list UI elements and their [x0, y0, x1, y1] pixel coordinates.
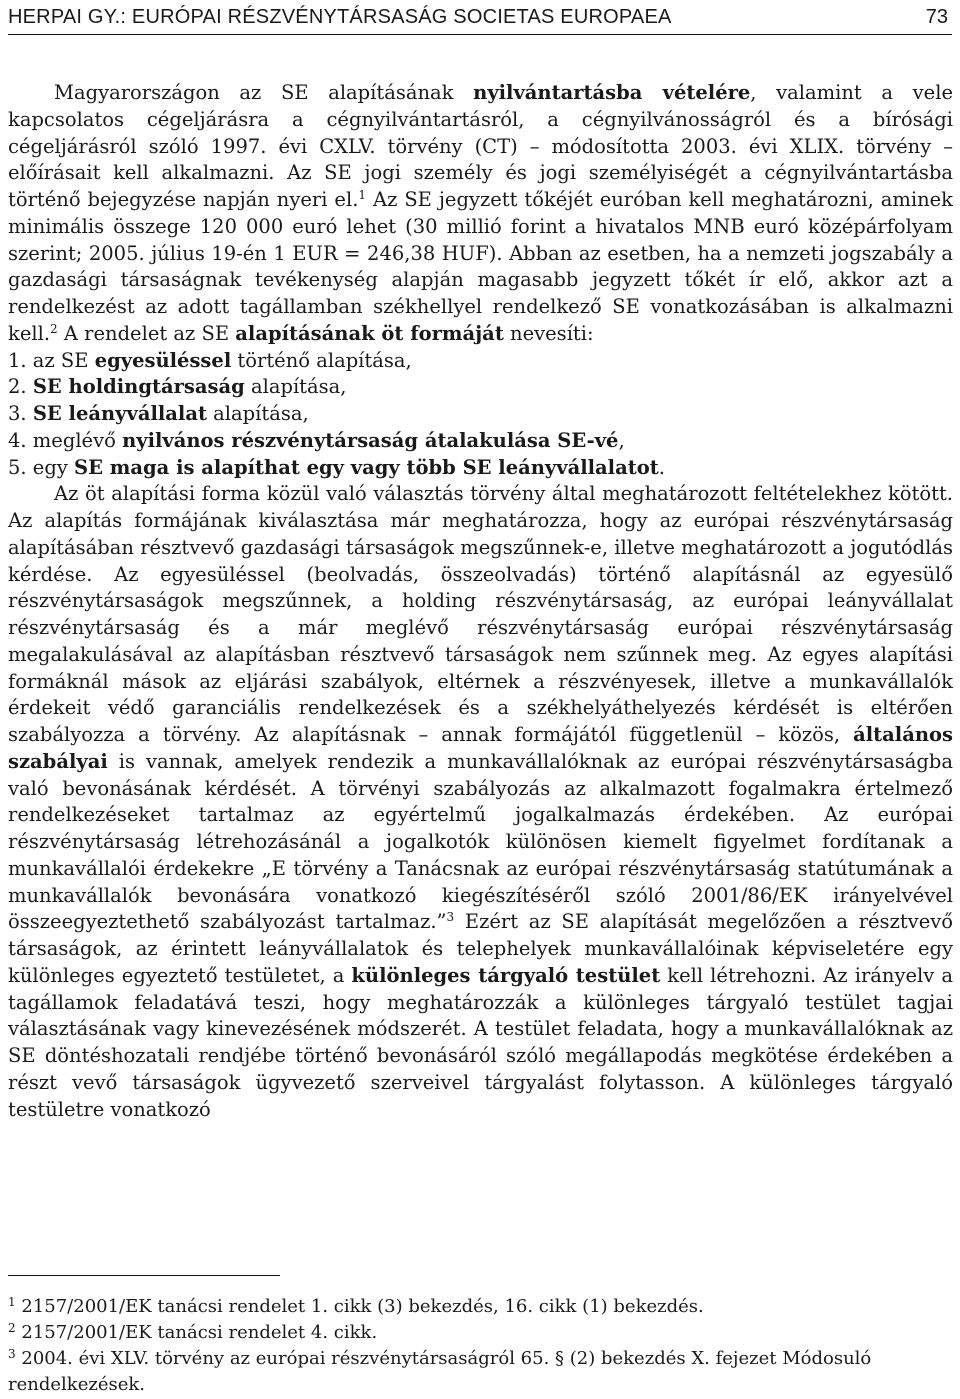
- footnote-ref-3[interactable]: 3: [446, 910, 455, 925]
- paragraph-registration: Magyarországon az SE alapításának nyilvántartásba vételére, valamint a vele kapcsolatos cégeljárásra a cégnyilvántartásról, a cégnyilvánosságról és a bírósági cégeljárásról szóló 1997. évi CXLV. törvény (CT) – módosította 2003. évi XLIX. törvény – előírásait kell alkalmazni. Az SE jogi személy és jogi személyiségét a cégnyilvántartásba történő bejegyzése napján nyeri el.$^1$ Az SE jegyzett tőkéjét euróban kell meghatározni, aminek minimális összege 120 000 euró lehet (30 millió forint a hivatalos MNB euró középárfolyam szerint; 2005. július 19-én 1 EUR = 246,38 HUF). Abban az esetben, ha a nemzeti jogszabály a gazdasági társaságnak tevékenység alapján magasabb jegyzett tőkét ír elő, akkor azt a rendelkezést az adott tagállamban székhellyel rendelkező SE vonatkozásában is alkalmazni kell.$^2$ A rendelet az SE alapításának öt formáját nevesíti:: [8, 81, 953, 345]
- list-item: 3. SE leányvállalat alapítása,: [8, 402, 309, 425]
- footnote-separator: [8, 1275, 280, 1276]
- main-text: [8, 80, 953, 1123]
- list-item: 4. meglévő nyilvános részvénytársaság átalakulása SE-vé,: [8, 428, 625, 452]
- running-header: [8, 4, 952, 35]
- bold-term: alapításának öt formáját: [235, 321, 504, 345]
- bold-term: általános szabályai: [8, 723, 953, 773]
- footnotes: [8, 1294, 953, 1398]
- footnote-2: $^2$ 2157/2001/EK tanácsi rendelet 4. cikk.: [8, 1321, 378, 1343]
- list-item: 1. az SE egyesüléssel történő alapítása,: [8, 348, 412, 372]
- formation-list: [8, 348, 953, 482]
- header-title: HERPAI GY.: EURÓPAI RÉSZVÉNYTÁRSASÁG SOCIETAS EUROPAEA: [8, 6, 672, 28]
- footnote-ref-2[interactable]: 2: [50, 321, 58, 336]
- bold-term: különleges tárgyaló testület: [351, 963, 661, 987]
- footnote-1: $^1$ 2157/2001/EK tanácsi rendelet 1. cikk (3) bekezdés, 16. cikk (1) bekezdés.: [8, 1295, 704, 1317]
- page-number: 73: [925, 6, 948, 28]
- paragraph-formation-forms: Az öt alapítási forma közül való választás törvény által meghatározott feltételekhez kötött. Az alapítás formájának kiválasztása már meghatározza, hogy az európai részvénytársaság alapításában résztvevő gazdasági társaságok megszűnnek-e, illetve meghatározott a jogutódlás kérdése. Az egyesüléssel (beolvadás, összeolvadás) történő alapításnál az egyesülő részvénytársaságok megszűnnek, a holding részvénytársaság, az európai leányvállalat részvénytársaság és a már meglévő részvénytársaság európai részvénytársaság megalakulásával az alapításban résztvevő társaságok nem szűnnek meg. Az egyes alapítási formáknál mások az eljárási szabályok, eltérnek a részvényesek, illetve a munkavállalók érdekeit védő garanciális rendelkezések és a székhelyáthelyezés kérdését is eltérően szabályozza a törvény. Az alapításnak – annak formájától függetlenül – közös, általános szabályai is vannak, amelyek rendezik a munkavállalóknak az európai részvénytársaságba való bevonásának kérdését. A törvényi szabályozás az alkalmazott fogalmakra értelmező rendelkezéseket tartalmaz az egyértelmű jogalkalmazás érdekében. Az európai részvénytársaság létrehozásánál a jogalkotók különösen kiemelt figyelmet fordítanak a munkavállalói érdekekre „E törvény a Tanácsnak az európai részvénytársaság statútumának a munkavállalók bevonására vonatkozó kiegészítéséről szóló 2001/86/EK irányelvével összeegyeztethető szabályozást tartalmaz.”$^3$ Ezért az SE alapítását megelőzően a résztvevő társaságok, az érintett leányvállalatok és telephelyek munkavállalóinak képviseletére egy különleges egyeztető testületet, a különleges tárgyaló testület kell létrehozni. Az irányelv a tagállamok feladatává teszi, hogy meghatározzák a különleges tárgyaló testület tagjai választásának vagy kinevezésének módszerét. A testület feladata, hogy a munkavállalóknak az SE döntéshozatali rendjébe történő bevonásáról szóló megállapodás megkötése érdekében a részt vevő társaságok ügyvezető szerveivel tárgyalást folytasson. A különleges tárgyaló testületre vonatkozó: [8, 482, 953, 1121]
- bold-term: nyilvántartásba vételére: [473, 81, 751, 104]
- list-item: 5. egy SE maga is alapíthat egy vagy több SE leányvállalatot.: [8, 455, 665, 479]
- footnote-ref-1[interactable]: 1: [358, 188, 367, 202]
- footnote-3: $^3$ 2004. évi XLV. törvény az európai részvénytársaságról 65. § (2) bekezdés X. fejezet Módosuló rendelkezések.: [8, 1347, 872, 1395]
- list-item: 2. SE holdingtársaság alapítása,: [8, 375, 347, 399]
